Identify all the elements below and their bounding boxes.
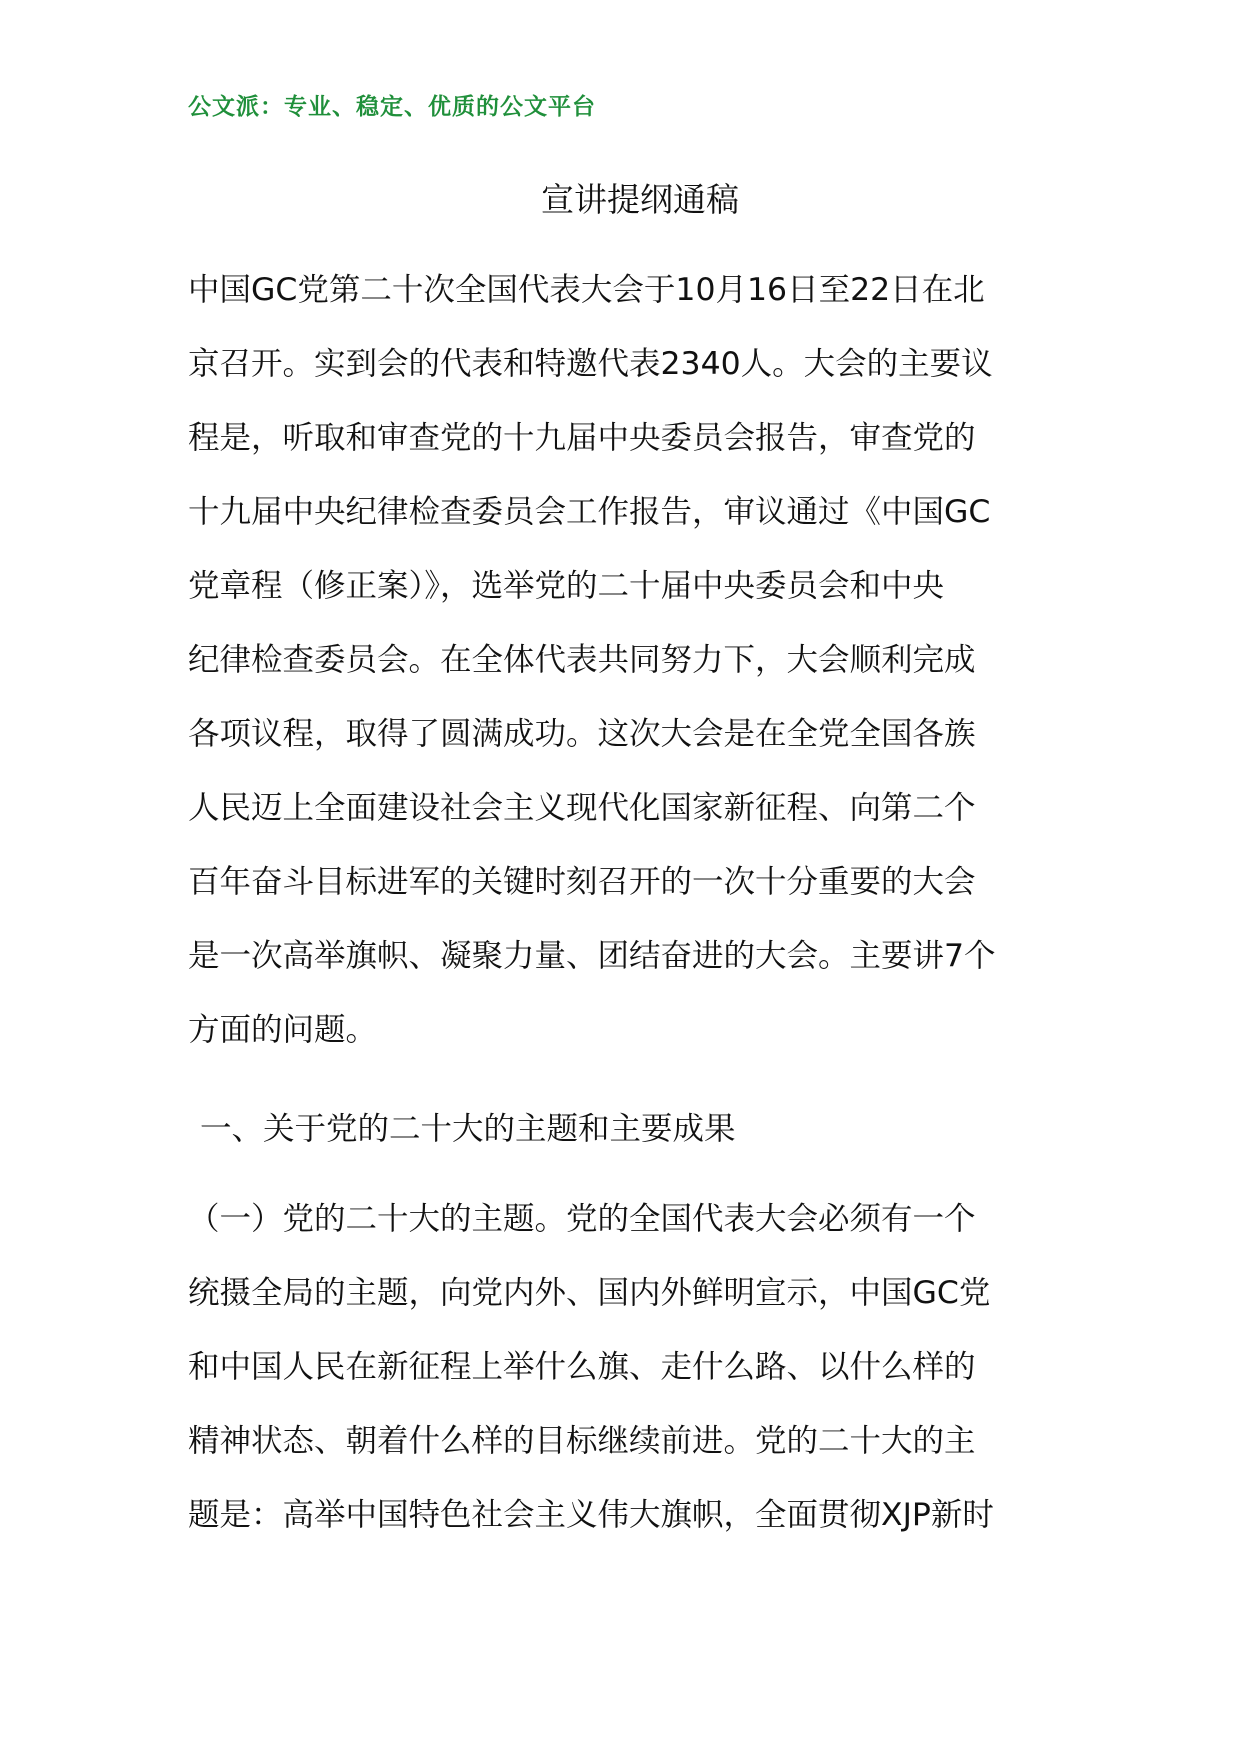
paragraph-line: （一）党的二十大的主题。党的全国代表大会必须有一个 bbox=[188, 1201, 976, 1237]
paragraph-line: 中国GC党第二十次全国代表大会于10月16日至22日在北 bbox=[188, 272, 985, 308]
site-brand-header: 公文派：专业、稳定、优质的公文平台 bbox=[188, 94, 596, 120]
paragraph-line: 程是，听取和审查党的十九届中央委员会报告，审查党的 bbox=[188, 420, 976, 456]
paragraph-line: 十九届中央纪律检查委员会工作报告，审议通过《中国GC bbox=[188, 494, 991, 530]
paragraph-line: 各项议程，取得了圆满成功。这次大会是在全党全国各族 bbox=[188, 716, 976, 752]
paragraph-line: 统摄全局的主题，向党内外、国内外鲜明宣示，中国GC党 bbox=[188, 1275, 991, 1311]
intro-paragraph bbox=[188, 253, 1058, 1067]
paragraph-line: 纪律检查委员会。在全体代表共同努力下，大会顺利完成 bbox=[188, 642, 976, 678]
paragraph-line: 京召开。实到会的代表和特邀代表2340人。大会的主要议 bbox=[188, 346, 993, 382]
paragraph-line: 精神状态、朝着什么样的目标继续前进。党的二十大的主 bbox=[188, 1423, 976, 1459]
document-title: 宣讲提纲通稿 bbox=[541, 180, 739, 219]
paragraph-line: 百年奋斗目标进军的关键时刻召开的一次十分重要的大会 bbox=[188, 864, 976, 900]
paragraph-line: 方面的问题。 bbox=[188, 1012, 378, 1048]
paragraph-line: 和中国人民在新征程上举什么旗、走什么路、以什么样的 bbox=[188, 1349, 976, 1385]
paragraph-line: 人民迈上全面建设社会主义现代化国家新征程、向第二个 bbox=[188, 790, 976, 826]
paragraph-line: 是一次高举旗帜、凝聚力量、团结奋进的大会。主要讲7个 bbox=[188, 938, 996, 974]
paragraph-line: 党章程（修正案）》，选举党的二十届中央委员会和中央 bbox=[188, 568, 945, 604]
paragraph-line: 题是：高举中国特色社会主义伟大旗帜，全面贯彻XJP新时 bbox=[188, 1497, 994, 1533]
section-heading-1: 一、关于党的二十大的主题和主要成果 bbox=[200, 1111, 736, 1147]
section-1-paragraph bbox=[188, 1182, 1058, 1552]
